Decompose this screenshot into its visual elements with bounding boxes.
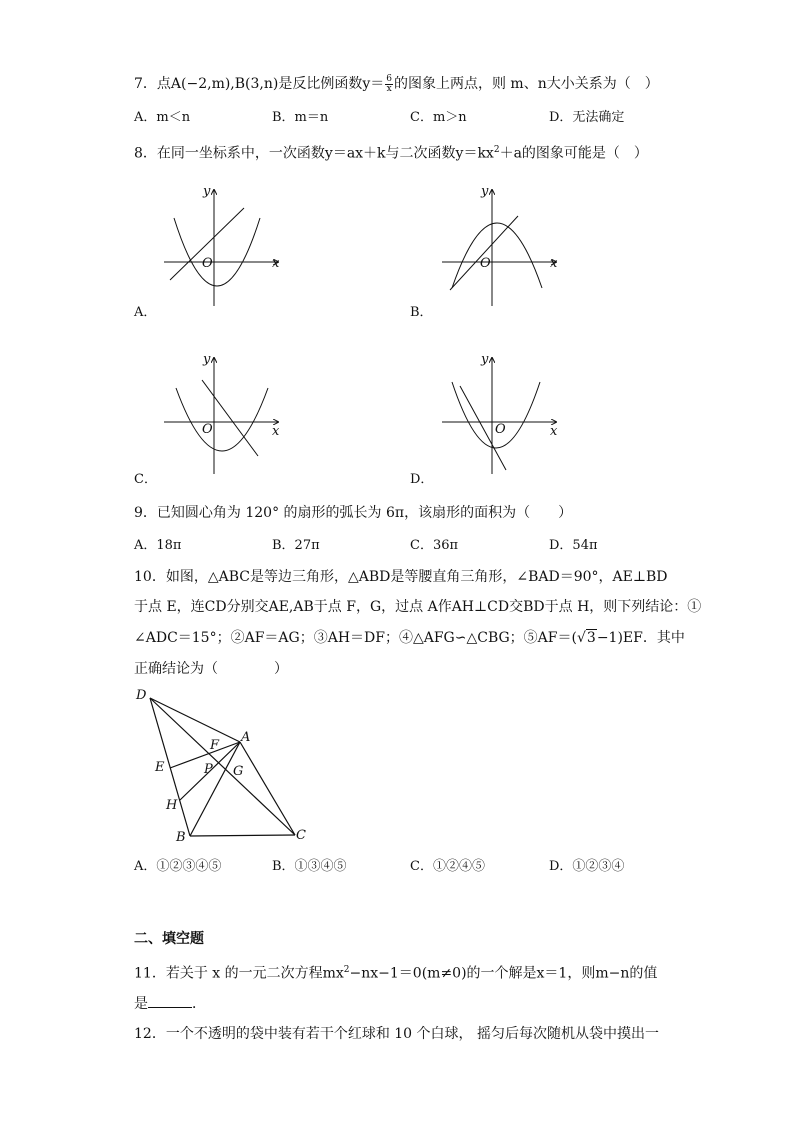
q12-stem: 12．一个不透明的袋中装有若干个红球和 10 个白球， 摇匀后每次随机从袋中摸出一	[134, 1026, 659, 1042]
q10-option-c: C．①②④⑤	[410, 859, 485, 874]
q10-line-3: ∠ADC＝15°；②AF＝AG；③AH＝DF；④△AFG∽△CBG；⑤AF＝(√3−1)EF．其中	[134, 630, 685, 646]
point-g: G	[233, 764, 244, 779]
graph-a-label: A．	[134, 305, 157, 320]
q10-option-d: D．①②③④	[549, 859, 625, 874]
point-e: E	[155, 760, 165, 775]
q11-stem: 11．若关于 x 的一元二次方程$mx^2-nx-1=0(m\ne 0)$的一个解是x＝1，则m−n的值	[134, 965, 658, 982]
graph-d-y-label: y	[481, 352, 489, 367]
graph-a-x-label: x	[272, 256, 280, 271]
q7-option-b: B．m＝n	[272, 110, 329, 125]
q7-option-a: A．m＜n	[134, 110, 191, 125]
graph-d-origin: O	[495, 422, 506, 437]
q9-option-b: B．27π	[272, 538, 320, 553]
q7-option-d: D．无法确定	[549, 110, 625, 125]
graph-b-label: B．	[410, 305, 433, 320]
section-heading: 二、填空题	[134, 931, 204, 947]
graph-c-x-label: x	[272, 424, 280, 439]
point-d: D	[136, 688, 147, 703]
graph-d-x-label: x	[550, 424, 558, 439]
graph-a-origin: O	[202, 256, 213, 271]
q10-line-2: 于点 E，连CD分别交AE,AB于点 F，G，过点 A作AH⊥CD交BD于点 H，则下列结论：①	[134, 599, 702, 615]
point-p: P	[204, 762, 213, 777]
graph-b-y-label: y	[481, 184, 489, 199]
q9-option-d: D．54π	[549, 538, 598, 553]
q7-stem: 7．点A(−2,m),B(3,n)是反比例函数y＝ $\frac{6}{x}$ 的图象上两点，则 m、n大小关系为（ ）	[134, 73, 659, 94]
graph-d-label: D．	[410, 472, 434, 487]
point-b: B	[176, 830, 186, 845]
q10-option-a: A．①②③④⑤	[134, 859, 222, 874]
point-a: A	[241, 730, 251, 745]
q9-option-c: C．36π	[410, 538, 459, 553]
graph-c-origin: O	[202, 422, 213, 437]
graph-c-label: C．	[134, 472, 157, 487]
q11-line-2: 是 ．	[134, 993, 206, 1014]
graph-c	[160, 350, 290, 480]
q9-option-a: A．18π	[134, 538, 182, 553]
answer-blank[interactable]	[148, 993, 192, 1008]
point-h: H	[166, 798, 178, 813]
point-c: C	[296, 828, 306, 843]
q10-line-4: 正确结论为（ ）	[134, 661, 288, 677]
q7-option-c: C．m＞n	[410, 110, 467, 125]
q9-stem: 9．已知圆心角为 120° 的扇形的弧长为 6π，该扇形的面积为（ ）	[134, 505, 573, 521]
graph-a-y-label: y	[203, 184, 211, 199]
graph-b-x-label: x	[550, 256, 558, 271]
graph-a	[160, 182, 290, 312]
graph-c-y-label: y	[203, 352, 211, 367]
graph-b	[438, 182, 568, 312]
q8-stem: 8．在同一坐标系中，一次函数y＝ax＋k与二次函数$y=kx^2+a$的图象可能是（ ）	[134, 145, 648, 162]
point-f: F	[210, 738, 220, 753]
q10-line-1: 10．如图，△ABC是等边三角形，△ABD是等腰直角三角形，∠BAD＝90°，AE⊥BD	[134, 569, 668, 585]
q7-fraction: $\frac{6}{x}$	[386, 73, 392, 94]
graph-b-origin: O	[480, 256, 491, 271]
graph-d	[438, 350, 568, 480]
q10-option-b: B．①③④⑤	[272, 859, 347, 874]
